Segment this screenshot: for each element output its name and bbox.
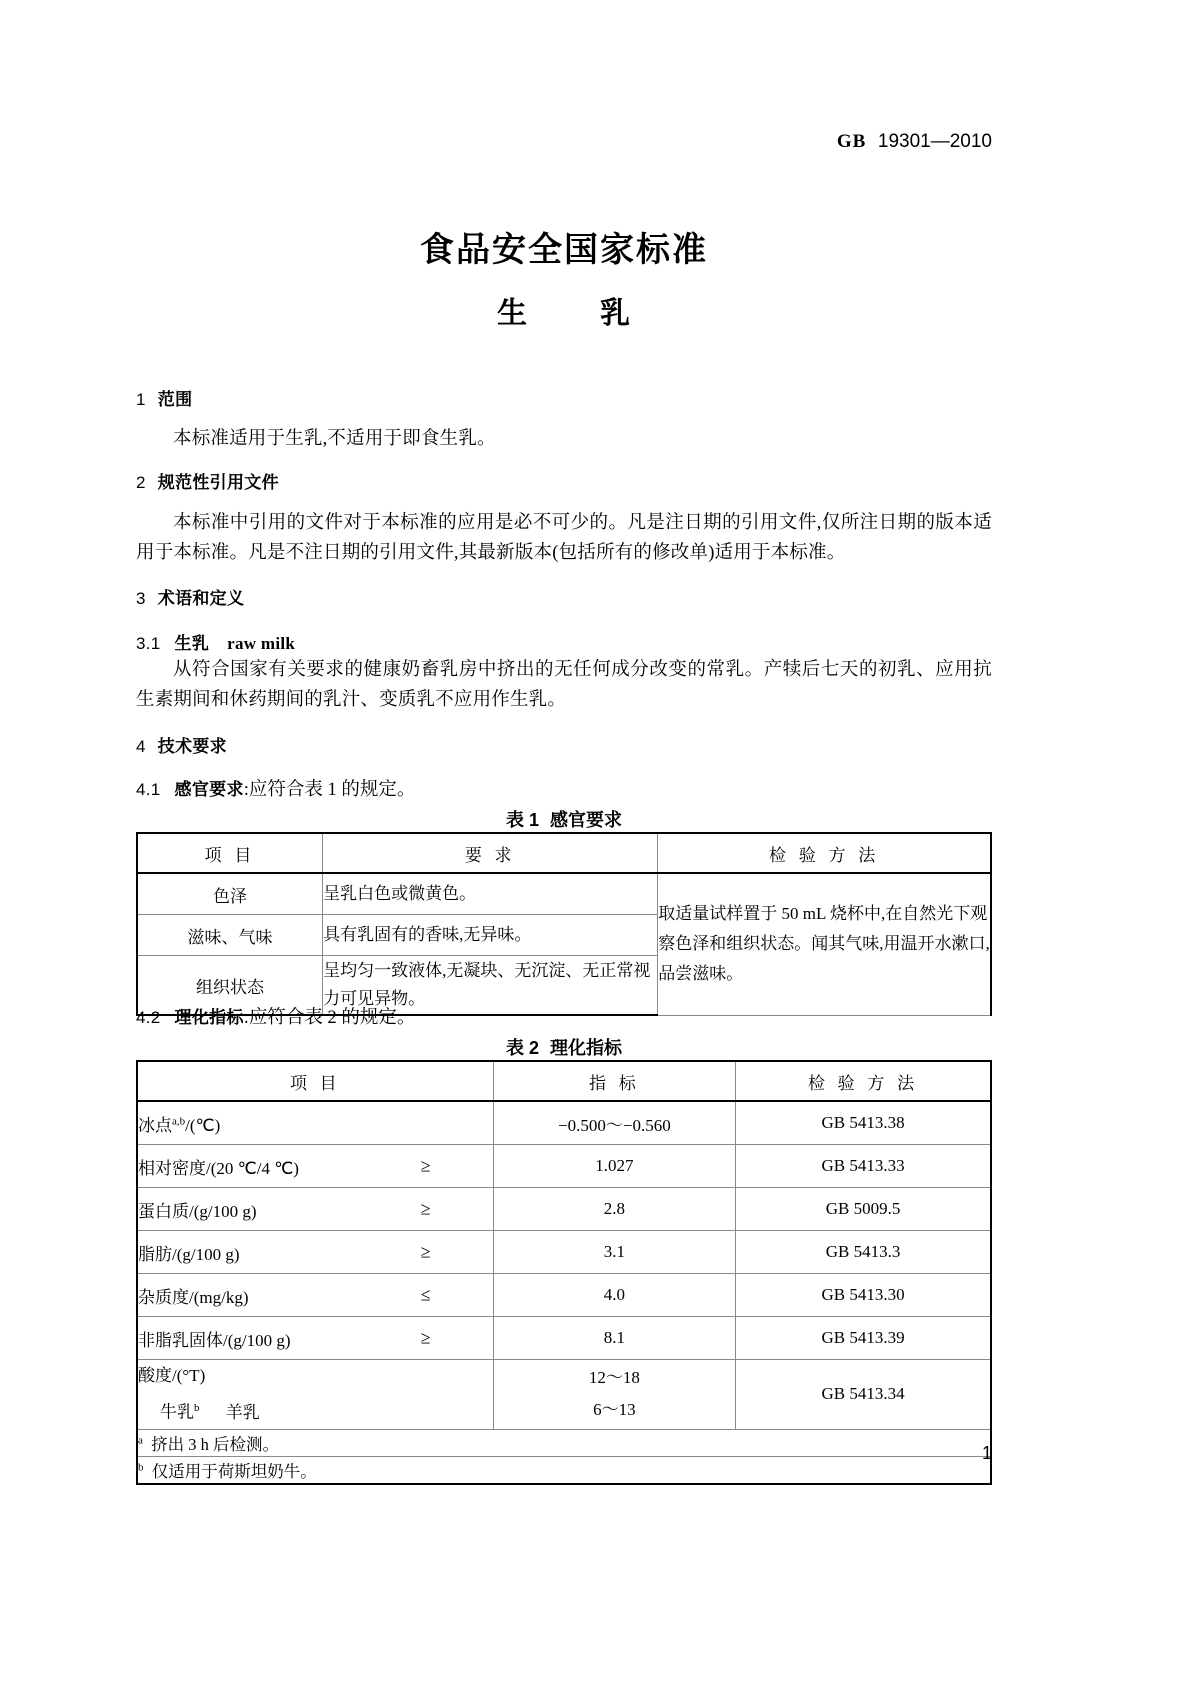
table2-r6-unit: /(g/100 g) bbox=[223, 1330, 291, 1350]
section-1-title: 范围 bbox=[157, 390, 193, 410]
document-title: 食品安全国家标准 bbox=[420, 230, 708, 270]
table2-acidity-method: GB 5413.34 bbox=[736, 1360, 991, 1430]
table2-r5-item bbox=[137, 1274, 493, 1317]
table2-r2-value: 1.027 bbox=[493, 1145, 735, 1188]
table-row-acidity bbox=[137, 1360, 991, 1430]
section-3-number: 3 bbox=[136, 589, 146, 608]
section-4-1-ref: :应符合表 1 的规定。 bbox=[243, 780, 416, 800]
table-physicochemical-indicators bbox=[136, 1060, 992, 1485]
section-2-body bbox=[136, 508, 992, 568]
section-3-1-title-en: raw milk bbox=[227, 634, 296, 653]
table1-caption bbox=[136, 806, 992, 832]
table2-r3-value: 2.8 bbox=[493, 1188, 735, 1231]
table2-acidity-goat-value: 6～13 bbox=[593, 1400, 636, 1420]
subtitle-char-left: 生 bbox=[497, 296, 528, 331]
section-3-1-paragraph: 从符合国家有关要求的健康奶畜乳房中挤出的无任何成分改变的常乳。产犊后七天的初乳、应用抗生素期间和休药期间的乳汁、变质乳不应用作生乳。 bbox=[136, 660, 992, 710]
table2-r3-item bbox=[137, 1188, 493, 1231]
section-1-heading bbox=[136, 385, 992, 410]
table2-r3-name: 蛋白质 bbox=[138, 1201, 189, 1221]
table-row bbox=[137, 873, 991, 915]
section-3-1-heading bbox=[136, 629, 992, 654]
table2-r6-method: GB 5413.39 bbox=[736, 1317, 991, 1360]
section-3 bbox=[136, 584, 992, 609]
table2-r1-item bbox=[137, 1101, 493, 1145]
table2-acidity-values bbox=[493, 1360, 735, 1430]
table2-header-row bbox=[137, 1061, 991, 1101]
section-3-heading bbox=[136, 584, 992, 609]
table1-header-row bbox=[137, 833, 991, 873]
standard-number: 19301—2010 bbox=[877, 131, 992, 152]
section-4 bbox=[136, 732, 992, 757]
section-3-1-number: 3.1 bbox=[136, 634, 161, 653]
section-4-1 bbox=[136, 775, 992, 801]
section-4-2-heading bbox=[136, 1003, 992, 1029]
table2-footnote-b bbox=[137, 1456, 991, 1484]
table-footnote-row bbox=[137, 1456, 991, 1484]
table-row bbox=[137, 1231, 991, 1274]
subtitle-char-right: 乳 bbox=[600, 296, 631, 331]
table2-caption-label: 表 2 bbox=[505, 1038, 539, 1058]
table-row bbox=[137, 1101, 991, 1145]
table2-acidity-goat-label: 羊乳 bbox=[225, 1402, 260, 1422]
section-3-1-title: 生乳 bbox=[174, 634, 210, 654]
table2-footnote-b-text: 仅适用于荷斯坦奶牛。 bbox=[151, 1461, 317, 1481]
table2-r5-value: 4.0 bbox=[493, 1274, 735, 1317]
table1-caption-label: 表 1 bbox=[505, 810, 539, 830]
section-3-title: 术语和定义 bbox=[157, 589, 245, 609]
section-2 bbox=[136, 468, 992, 493]
section-4-title: 技术要求 bbox=[157, 737, 227, 757]
section-4-1-number: 4.1 bbox=[136, 780, 161, 799]
table1-r2-item: 滋味、气味 bbox=[137, 915, 323, 956]
table2-acidity-title: 酸度/(°T) bbox=[138, 1366, 206, 1385]
table2-r1-value: −0.500～−0.560 bbox=[493, 1101, 735, 1145]
table2-r1-unit: /(℃) bbox=[185, 1115, 221, 1135]
table2-footnote-a-mark: a bbox=[138, 1434, 143, 1447]
table2-r5-method: GB 5413.30 bbox=[736, 1274, 991, 1317]
table2-r3-unit: /(g/100 g) bbox=[189, 1201, 257, 1221]
table2-r4-item bbox=[137, 1231, 493, 1274]
table2-acidity-cow-value: 12～18 bbox=[588, 1368, 640, 1388]
section-4-number: 4 bbox=[136, 737, 146, 756]
table2-acidity-cow-label: 牛乳$^b$ bbox=[160, 1402, 200, 1422]
section-2-heading bbox=[136, 468, 992, 493]
table2-r4-unit: /(g/100 g) bbox=[172, 1244, 240, 1264]
table2-r2-item bbox=[137, 1145, 493, 1188]
table2-r4-method: GB 5413.3 bbox=[736, 1231, 991, 1274]
section-1 bbox=[136, 385, 992, 410]
table2-r6-item bbox=[137, 1317, 493, 1360]
table2-r5-symbol: ≤ bbox=[420, 1284, 431, 1305]
table2-header-method: 检 验 方 法 bbox=[736, 1061, 991, 1101]
section-4-2 bbox=[136, 1003, 992, 1029]
table2-r3-method: GB 5009.5 bbox=[736, 1188, 991, 1231]
section-2-title: 规范性引用文件 bbox=[157, 473, 279, 493]
table2-r2-name: 相对密度 bbox=[138, 1158, 206, 1178]
table2-r1-footnote-mark: a,b bbox=[172, 1114, 186, 1127]
section-4-2-ref: :应符合表 2 的规定。 bbox=[243, 1008, 416, 1028]
table2-header-indicator: 指 标 bbox=[493, 1061, 735, 1101]
table-row bbox=[137, 1317, 991, 1360]
table2-r1-name: 冰点 bbox=[138, 1115, 172, 1135]
table-row bbox=[137, 1188, 991, 1231]
section-3-1-body bbox=[136, 655, 992, 715]
section-4-1-title: 感官要求 bbox=[174, 780, 244, 800]
table2-r5-name: 杂质度 bbox=[138, 1287, 189, 1307]
section-4-heading bbox=[136, 732, 992, 757]
table1-header-method: 检 验 方 法 bbox=[658, 833, 991, 873]
table1-r1-item: 色泽 bbox=[137, 873, 323, 915]
table2-footnote-b-mark: b bbox=[138, 1461, 144, 1474]
table2-r2-unit: /(20 ℃/4 ℃) bbox=[206, 1158, 299, 1178]
table-sensory-requirements bbox=[136, 832, 992, 1016]
table2-caption-title: 理化指标 bbox=[550, 1038, 622, 1058]
table1-caption-title: 感官要求 bbox=[550, 810, 622, 830]
table2-r1-method: GB 5413.38 bbox=[736, 1101, 991, 1145]
table2-r6-name: 非脂乳固体 bbox=[138, 1330, 223, 1350]
section-4-1-heading bbox=[136, 775, 992, 801]
table1-r2-requirement: 具有乳固有的香味,无异味。 bbox=[323, 915, 658, 956]
table2-r5-unit: /(mg/kg) bbox=[189, 1287, 249, 1307]
section-1-body bbox=[136, 424, 992, 454]
table1-r1-requirement: 呈乳白色或微黄色。 bbox=[323, 873, 658, 915]
section-2-paragraph: 本标准中引用的文件对于本标准的应用是必不可少的。凡是注日期的引用文件,仅所注日期的版本适用于本标准。凡是不注日期的引用文件,其最新版本(包括所有的修改单)适用于本标准。 bbox=[136, 513, 992, 563]
table1-r3-requirement: 呈均匀一致液体,无凝块、无沉淀、无正常视力可见异物。 bbox=[323, 956, 658, 1016]
table2-r4-symbol: ≥ bbox=[420, 1241, 431, 1262]
table2-header-item: 项 目 bbox=[137, 1061, 493, 1101]
table2-r2-symbol: ≥ bbox=[420, 1155, 431, 1176]
table2-r6-symbol: ≥ bbox=[420, 1327, 431, 1348]
table1-r3-item: 组织状态 bbox=[137, 956, 323, 1016]
section-4-2-number: 4.2 bbox=[136, 1008, 161, 1027]
section-3-1 bbox=[136, 629, 992, 654]
table1-header-item: 项 目 bbox=[137, 833, 323, 873]
table1-method-cell: 取适量试样置于 50 mL 烧杯中,在自然光下观察色泽和组织状态。闻其气味,用温开水漱口,品尝滋味。 bbox=[658, 873, 991, 1015]
section-4-2-title: 理化指标 bbox=[174, 1008, 244, 1028]
standard-prefix: GB bbox=[836, 131, 867, 152]
table-row bbox=[137, 1274, 991, 1317]
table2-footnote-a bbox=[137, 1429, 991, 1456]
table-row bbox=[137, 1145, 991, 1188]
table2-r6-value: 8.1 bbox=[493, 1317, 735, 1360]
table1-header-requirement: 要 求 bbox=[323, 833, 658, 873]
table2-footnote-a-text: 挤出 3 h 后检测。 bbox=[151, 1434, 280, 1454]
table2-r3-symbol: ≥ bbox=[420, 1198, 431, 1219]
standard-header bbox=[837, 131, 992, 153]
table2-caption bbox=[136, 1034, 992, 1060]
table2-r2-method: GB 5413.33 bbox=[736, 1145, 991, 1188]
section-1-paragraph: 本标准适用于生乳,不适用于即食生乳。 bbox=[173, 429, 496, 449]
table2-acidity-item bbox=[137, 1360, 493, 1430]
table2-r4-name: 脂肪 bbox=[138, 1244, 172, 1264]
table-footnote-row bbox=[137, 1429, 991, 1456]
section-1-number: 1 bbox=[136, 390, 146, 409]
document-subtitle bbox=[136, 288, 992, 332]
section-2-number: 2 bbox=[136, 473, 146, 492]
page-number: 1 bbox=[981, 1443, 992, 1463]
table2-r4-value: 3.1 bbox=[493, 1231, 735, 1274]
